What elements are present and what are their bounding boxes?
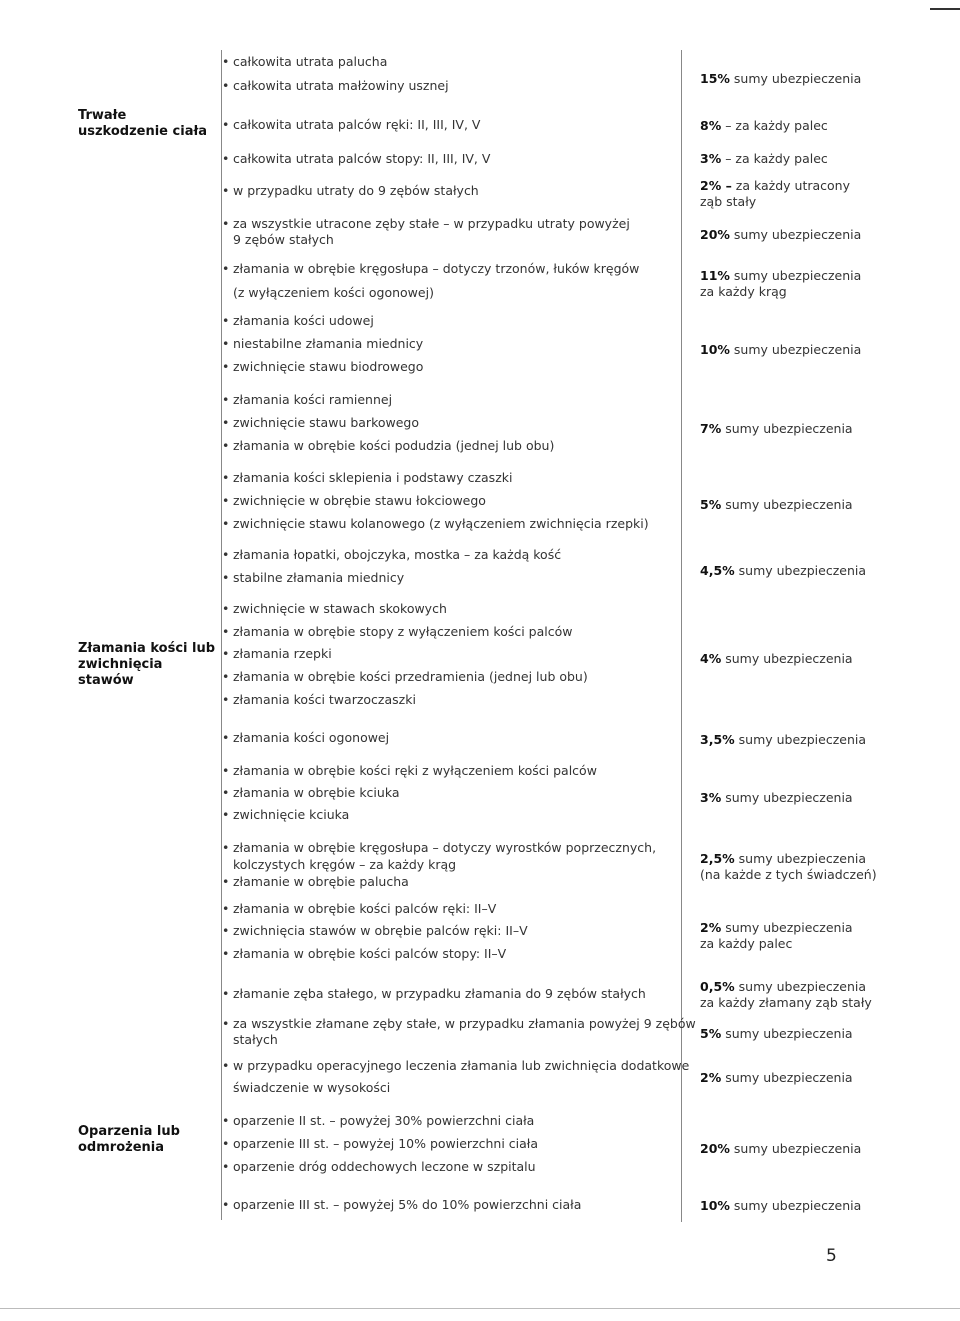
- benefit-value: 3% – za każdy palec: [700, 151, 828, 166]
- benefit-value: 4,5% sumy ubezpieczenia: [700, 563, 867, 578]
- list-item: • złamania w obrębie kości palców stopy: II–V: [222, 946, 507, 961]
- benefit-value-continued: ząb stały: [700, 194, 757, 209]
- list-item: • złamania kości udowej: [222, 313, 374, 328]
- list-item: • stabilne złamania miednicy: [222, 570, 405, 585]
- list-item: • zwichnięcie stawu barkowego: [222, 415, 420, 430]
- benefit-value: 0,5% sumy ubezpieczenia: [700, 979, 867, 994]
- benefit-value: 8% – za każdy palec: [700, 118, 828, 133]
- list-item-continued: 9 zębów stałych: [233, 232, 334, 247]
- list-item: • zwichnięcie w obrębie stawu łokciowego: [222, 493, 486, 508]
- list-item: • w przypadku utraty do 9 zębów stałych: [222, 183, 479, 198]
- benefit-value: 4% sumy ubezpieczenia: [700, 651, 853, 666]
- benefit-value: 2% – za każdy utracony: [700, 178, 851, 193]
- list-item: • złamania w obrębie kości przedramienia (jednej lub obu): [222, 669, 588, 684]
- list-item: • za wszystkie utracone zęby stałe – w przypadku utraty powyżej: [222, 216, 630, 231]
- page-edge: [0, 1308, 960, 1309]
- list-item: • oparzenie II st. – powyżej 30% powierzchni ciała: [222, 1113, 535, 1128]
- list-item: • niestabilne złamania miednicy: [222, 336, 424, 351]
- list-item: • złamania rzepki: [222, 646, 332, 661]
- list-item: • całkowita utrata palucha: [222, 54, 388, 69]
- benefit-value: 2% sumy ubezpieczenia: [700, 1070, 853, 1085]
- page-number: 5: [826, 1246, 837, 1266]
- list-item: • oparzenie III st. – powyżej 10% powierzchni ciała: [222, 1136, 539, 1151]
- list-item-continued: kolczystych kręgów – za każdy krąg: [233, 857, 457, 872]
- category-fractures-dislocations: Złamania kości lub zwichnięcia stawów: [78, 641, 216, 688]
- benefit-value: 10% sumy ubezpieczenia: [700, 1198, 862, 1213]
- benefit-value-continued: za każdy krąg: [700, 284, 787, 299]
- benefit-value: 11% sumy ubezpieczenia: [700, 268, 862, 283]
- category-permanent-injury: Trwałe uszkodzenie ciała: [78, 108, 208, 139]
- list-item-continued: świadczenie w wysokości: [233, 1080, 391, 1095]
- list-item: • zwichnięcie stawu kolanowego (z wyłączeniem zwichnięcia rzepki): [222, 516, 649, 531]
- benefit-value: 5% sumy ubezpieczenia: [700, 497, 853, 512]
- list-item: • całkowita utrata małżowiny usznej: [222, 78, 449, 93]
- list-item: • złamania kości ramiennej: [222, 392, 393, 407]
- list-item-continued: (z wyłączeniem kości ogonowej): [233, 285, 434, 300]
- list-item: • oparzenie III st. – powyżej 5% do 10% powierzchni ciała: [222, 1197, 582, 1212]
- list-item: • złamania kości ogonowej: [222, 730, 390, 745]
- list-item: • złamania łopatki, obojczyka, mostka – za każdą kość: [222, 547, 562, 562]
- list-item: • za wszystkie złamane zęby stałe, w przypadku złamania powyżej 9 zębów: [222, 1016, 696, 1031]
- column-divider-right: [681, 50, 682, 1222]
- benefit-value: 15% sumy ubezpieczenia: [700, 71, 862, 86]
- list-item: • złamania kości sklepienia i podstawy czaszki: [222, 470, 513, 485]
- benefit-value: 7% sumy ubezpieczenia: [700, 421, 853, 436]
- benefit-value-continued: za każdy palec: [700, 936, 793, 951]
- category-burns-frostbite: Oparzenia lub odmrożenia: [78, 1124, 180, 1155]
- list-item: • zwichnięcia stawów w obrębie palców ręki: II–V: [222, 923, 528, 938]
- benefit-value: 5% sumy ubezpieczenia: [700, 1026, 853, 1041]
- list-item: • złamania w obrębie kręgosłupa – dotyczy wyrostków poprzecznych,: [222, 840, 657, 855]
- benefit-value: 2% sumy ubezpieczenia: [700, 920, 853, 935]
- list-item: • całkowita utrata palców ręki: II, III, IV, V: [222, 117, 481, 132]
- list-item: • całkowita utrata palców stopy: II, III, IV, V: [222, 151, 491, 166]
- benefit-value: 3,5% sumy ubezpieczenia: [700, 732, 867, 747]
- list-item: • złamanie w obrębie palucha: [222, 874, 409, 889]
- list-item-continued: stałych: [233, 1032, 278, 1047]
- benefit-value: 2,5% sumy ubezpieczenia: [700, 851, 867, 866]
- list-item: • zwichnięcie w stawach skokowych: [222, 601, 447, 616]
- list-item: • złamania w obrębie kości podudzia (jednej lub obu): [222, 438, 555, 453]
- list-item: • zwichnięcie stawu biodrowego: [222, 359, 424, 374]
- list-item: • zwichnięcie kciuka: [222, 807, 350, 822]
- benefit-value-continued: (na każde z tych świadczeń): [700, 867, 877, 882]
- scan-mark: [930, 8, 960, 10]
- benefit-value-continued: za każdy złamany ząb stały: [700, 995, 872, 1010]
- list-item: • złamania w obrębie kości ręki z wyłączeniem kości palców: [222, 763, 597, 778]
- list-item: • złamania w obrębie stopy z wyłączeniem kości palców: [222, 624, 573, 639]
- list-item: • złamania w obrębie kciuka: [222, 785, 400, 800]
- benefit-value: 3% sumy ubezpieczenia: [700, 790, 853, 805]
- list-item: • oparzenie dróg oddechowych leczone w szpitalu: [222, 1159, 536, 1174]
- list-item: • złamania kości twarzoczaszki: [222, 692, 416, 707]
- list-item: • w przypadku operacyjnego leczenia złamania lub zwichnięcia dodatkowe: [222, 1058, 690, 1073]
- list-item: • złamania w obrębie kręgosłupa – dotyczy trzonów, łuków kręgów: [222, 261, 640, 276]
- list-item: • złamanie zęba stałego, w przypadku złamania do 9 zębów stałych: [222, 986, 646, 1001]
- list-item: • złamania w obrębie kości palców ręki: II–V: [222, 901, 497, 916]
- benefit-value: 20% sumy ubezpieczenia: [700, 1141, 862, 1156]
- benefit-value: 10% sumy ubezpieczenia: [700, 342, 862, 357]
- benefit-value: 20% sumy ubezpieczenia: [700, 227, 862, 242]
